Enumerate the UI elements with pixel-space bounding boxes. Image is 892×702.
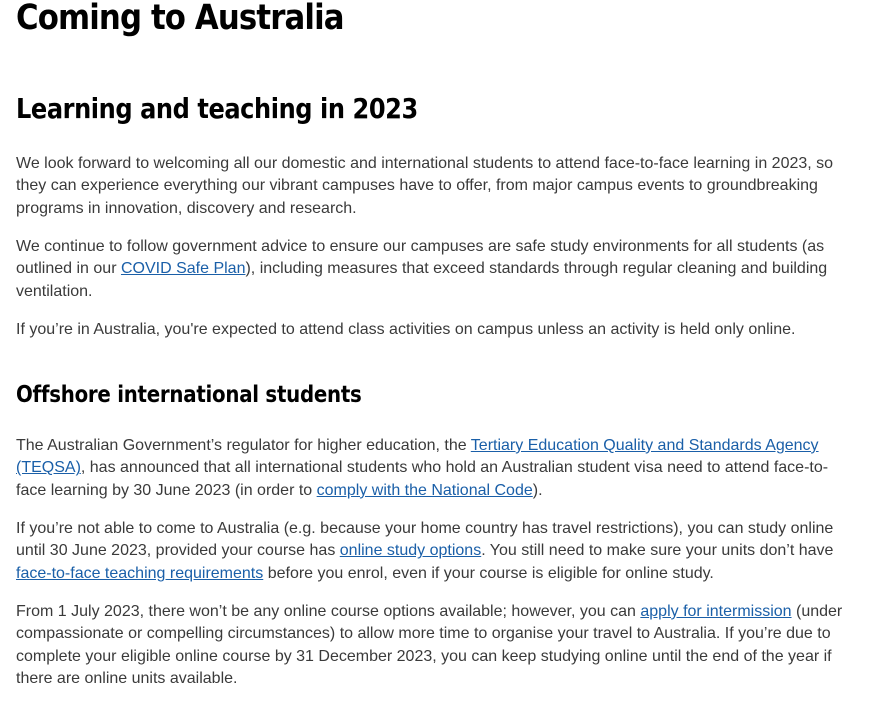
paragraph-welcome: We look forward to welcoming all our domestic and international students to attend face-to-face learning in 2023, so they can experience everything our vibrant campuses have to offer, from major campus events to groundbreaking programs in innovation, discovery and research. [16, 155, 834, 217]
paragraph-government-advice [16, 236, 846, 303]
paragraph-study-online [16, 518, 846, 585]
section-heading-learning: Learning and teaching in 2023 [16, 92, 418, 125]
face-to-face-requirements-link[interactable]: face-to-face teaching requirements [16, 564, 264, 582]
teqsa-link[interactable]: Tertiary Education Quality and Standards Agency (TEQSA) [16, 437, 819, 477]
paragraph-text: From 1 July 2023, there won’t be any online course options available; however, you can [16, 603, 641, 620]
paragraph-text: If you’re not able to come to Australia (e.g. because your home country has travel restrictions), you can study online until 30 June 2023, provided your course has [16, 520, 834, 560]
paragraph-text: before you enrol, even if your course is eligible for online study. [263, 564, 714, 582]
paragraph-teqsa [16, 435, 846, 502]
covid-safe-plan-link[interactable]: COVID Safe Plan [120, 260, 246, 278]
paragraph-text: The Australian Government’s regulator for higher education, the [16, 437, 471, 454]
paragraph-attend-on-campus: If you’re in Australia, you're expected to attend class activities on campus unless an activity is held only online. [16, 321, 796, 338]
paragraph-text: (under compassionate or compelling circumstances) to allow more time to organise your travel to Australia. If you’re due to complete your eligible online course by 31 December 2023, you can keep studying online until the end of the year if there are online units available. [16, 603, 843, 688]
paragraph-text: ). [532, 481, 543, 499]
online-study-options-link[interactable]: online study options [339, 542, 482, 560]
apply-for-intermission-link[interactable]: apply for intermission [640, 603, 792, 620]
national-code-link[interactable]: comply with the National Code [316, 481, 533, 499]
section-heading-offshore: Offshore international students [16, 382, 362, 408]
paragraph-text: ), including measures that exceed standards through regular cleaning and building ventilation. [16, 260, 828, 300]
page-title: Coming to Australia [16, 0, 344, 38]
paragraph-text: , has announced that all international students who hold an Australian student visa need to attend face-to-face learning by 30 June 2023 (in order to [16, 459, 829, 499]
paragraph-text: We continue to follow government advice to ensure our campuses are safe study environments for all students (as outlined in our [16, 238, 825, 278]
paragraph-intermission [16, 601, 846, 691]
paragraph-text: . You still need to make sure your units don’t have [481, 542, 834, 560]
